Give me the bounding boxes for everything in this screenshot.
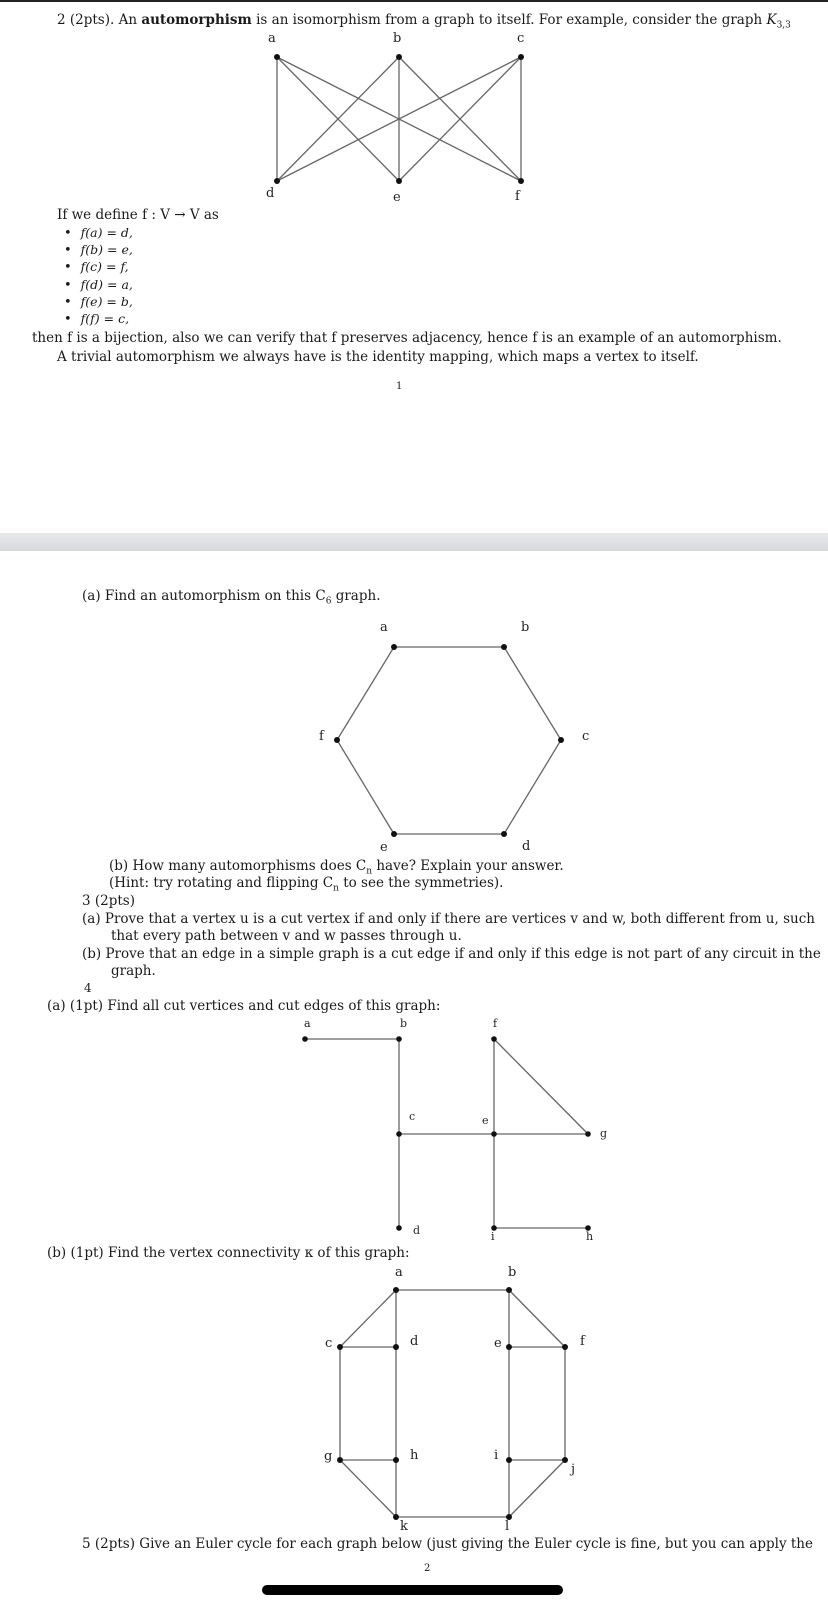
label-k: k	[400, 1519, 408, 1534]
label-f: f	[319, 729, 324, 744]
home-indicator[interactable]	[262, 1585, 563, 1595]
vertex-d	[274, 178, 280, 184]
vertex-a	[274, 54, 280, 60]
vertex-j	[562, 1457, 568, 1463]
label-a: a	[304, 1017, 311, 1030]
vertex-b	[396, 1036, 402, 1042]
vertex-d	[501, 831, 507, 837]
edge	[504, 740, 561, 834]
vertex-c	[518, 54, 524, 60]
label-g: g	[324, 1449, 333, 1464]
list-item: • f(e) = b,	[64, 293, 133, 310]
page-separator	[0, 533, 828, 551]
label-e: e	[380, 840, 388, 855]
edge-j-l	[509, 1460, 565, 1517]
vertex-b	[396, 54, 402, 60]
label-c: c	[582, 729, 590, 744]
problem2-intro: 2 (2pts). An automorphism is an isomorphism from a graph to itself. For example, consider the graph $K_{3,3}$	[57, 12, 791, 31]
page-number-1: 1	[396, 381, 403, 392]
vertex-k	[393, 1514, 399, 1520]
label-g: g	[600, 1127, 608, 1140]
edge	[337, 647, 394, 740]
label-e: e	[393, 190, 401, 205]
label-e: e	[494, 1336, 502, 1351]
vertex-e	[506, 1344, 512, 1350]
label-h: h	[586, 1230, 594, 1243]
define-line: If we define f : V → V as	[57, 207, 219, 223]
c6-graph	[319, 620, 589, 855]
label-b: b	[508, 1265, 517, 1280]
vertex-i	[506, 1457, 512, 1463]
vertex-d	[393, 1344, 399, 1350]
question-4b: (b) (1pt) Find the vertex connectivity κ of this graph:	[47, 1245, 410, 1261]
vertex-f	[334, 737, 340, 743]
page-number-2: 2	[424, 1563, 431, 1574]
edge	[504, 647, 561, 740]
label-c: c	[409, 1110, 416, 1123]
edge	[337, 740, 394, 834]
vertex-f	[491, 1036, 497, 1042]
question-2a: (a) Find an automorphism on this $C_6$ graph.	[82, 588, 381, 607]
vertex-f	[518, 178, 524, 184]
vertex-h	[393, 1457, 399, 1463]
vertex-f	[562, 1344, 568, 1350]
question-2b: (b) How many automorphisms does $C_n$ have? Explain your answer.	[109, 858, 564, 877]
list-item: • f(d) = a,	[64, 276, 133, 293]
label-d: d	[413, 1224, 421, 1237]
list-item: • f(a) = d,	[64, 224, 133, 241]
label-f: f	[493, 1017, 498, 1030]
label-f: f	[580, 1334, 585, 1349]
list-item: • f(c) = f,	[64, 258, 133, 275]
label-h: h	[410, 1448, 419, 1463]
conclusion: then f is a bijection, also we can verify that f preserves adjacency, hence f is an example of an automorphism.	[32, 330, 782, 346]
question-2b-hint: (Hint: try rotating and flipping $C_n$ to see the symmetries).	[109, 875, 504, 894]
question-4a: (a) (1pt) Find all cut vertices and cut edges of this graph:	[47, 998, 441, 1014]
vertex-b	[501, 644, 507, 650]
edge-a-c	[340, 1290, 396, 1347]
vertex-a	[393, 1287, 399, 1293]
vertex-e	[391, 831, 397, 837]
vertex-e	[396, 178, 402, 184]
question-3b-cont: graph.	[111, 963, 156, 979]
label-d: d	[522, 839, 531, 854]
vertex-c	[337, 1344, 343, 1350]
question-3a: (a) Prove that a vertex u is a cut vertex if and only if there are vertices v and w, both different from u, such	[82, 911, 815, 927]
label-d: d	[266, 186, 275, 201]
label-j: j	[571, 1462, 576, 1477]
trivial-automorphism: A trivial automorphism we always have is the identity mapping, which maps a vertex to itself.	[57, 349, 699, 365]
label-i: i	[494, 1448, 499, 1463]
label-l: l	[505, 1519, 510, 1534]
question-3a-cont: that every path between v and w passes through u.	[111, 928, 462, 944]
problem3-heading: 3 (2pts)	[82, 893, 135, 909]
question-3b: (b) Prove that an edge in a simple graph is a cut edge if and only if this edge is not part of any circuit in the	[82, 946, 821, 962]
vertex-c	[396, 1131, 402, 1137]
edge-g-k	[340, 1460, 396, 1517]
vertex-d	[396, 1225, 402, 1231]
label-c: c	[517, 31, 525, 46]
list-item: • f(f) = c,	[64, 310, 133, 327]
problem5: 5 (2pts) Give an Euler cycle for each graph below (just giving the Euler cycle is fine, but you can apply the	[82, 1536, 813, 1552]
label-a: a	[380, 620, 388, 635]
label-b: b	[400, 1017, 408, 1030]
k33-graph	[266, 31, 524, 205]
label-b: b	[521, 620, 530, 635]
edge-f-g	[494, 1039, 588, 1134]
vertex-g	[337, 1457, 343, 1463]
vertex-a	[302, 1036, 308, 1042]
vertex-a	[391, 644, 397, 650]
vertex-c	[558, 737, 564, 743]
label-d: d	[410, 1334, 419, 1349]
mapping-list	[64, 224, 133, 327]
label-i: i	[491, 1230, 495, 1243]
vertex-b	[506, 1287, 512, 1293]
vertex-g	[585, 1131, 591, 1137]
edge-b-f	[509, 1290, 565, 1347]
label-c: c	[325, 1336, 333, 1351]
problem4-heading: 4	[84, 981, 92, 995]
label-a: a	[395, 1265, 403, 1280]
list-item: • f(b) = e,	[64, 241, 133, 258]
graph-4a	[302, 1017, 607, 1243]
label-b: b	[393, 31, 402, 46]
label-f: f	[515, 189, 520, 204]
label-e: e	[482, 1114, 489, 1127]
vertex-e	[491, 1131, 497, 1137]
label-a: a	[268, 31, 276, 46]
graph-4b	[324, 1265, 586, 1534]
